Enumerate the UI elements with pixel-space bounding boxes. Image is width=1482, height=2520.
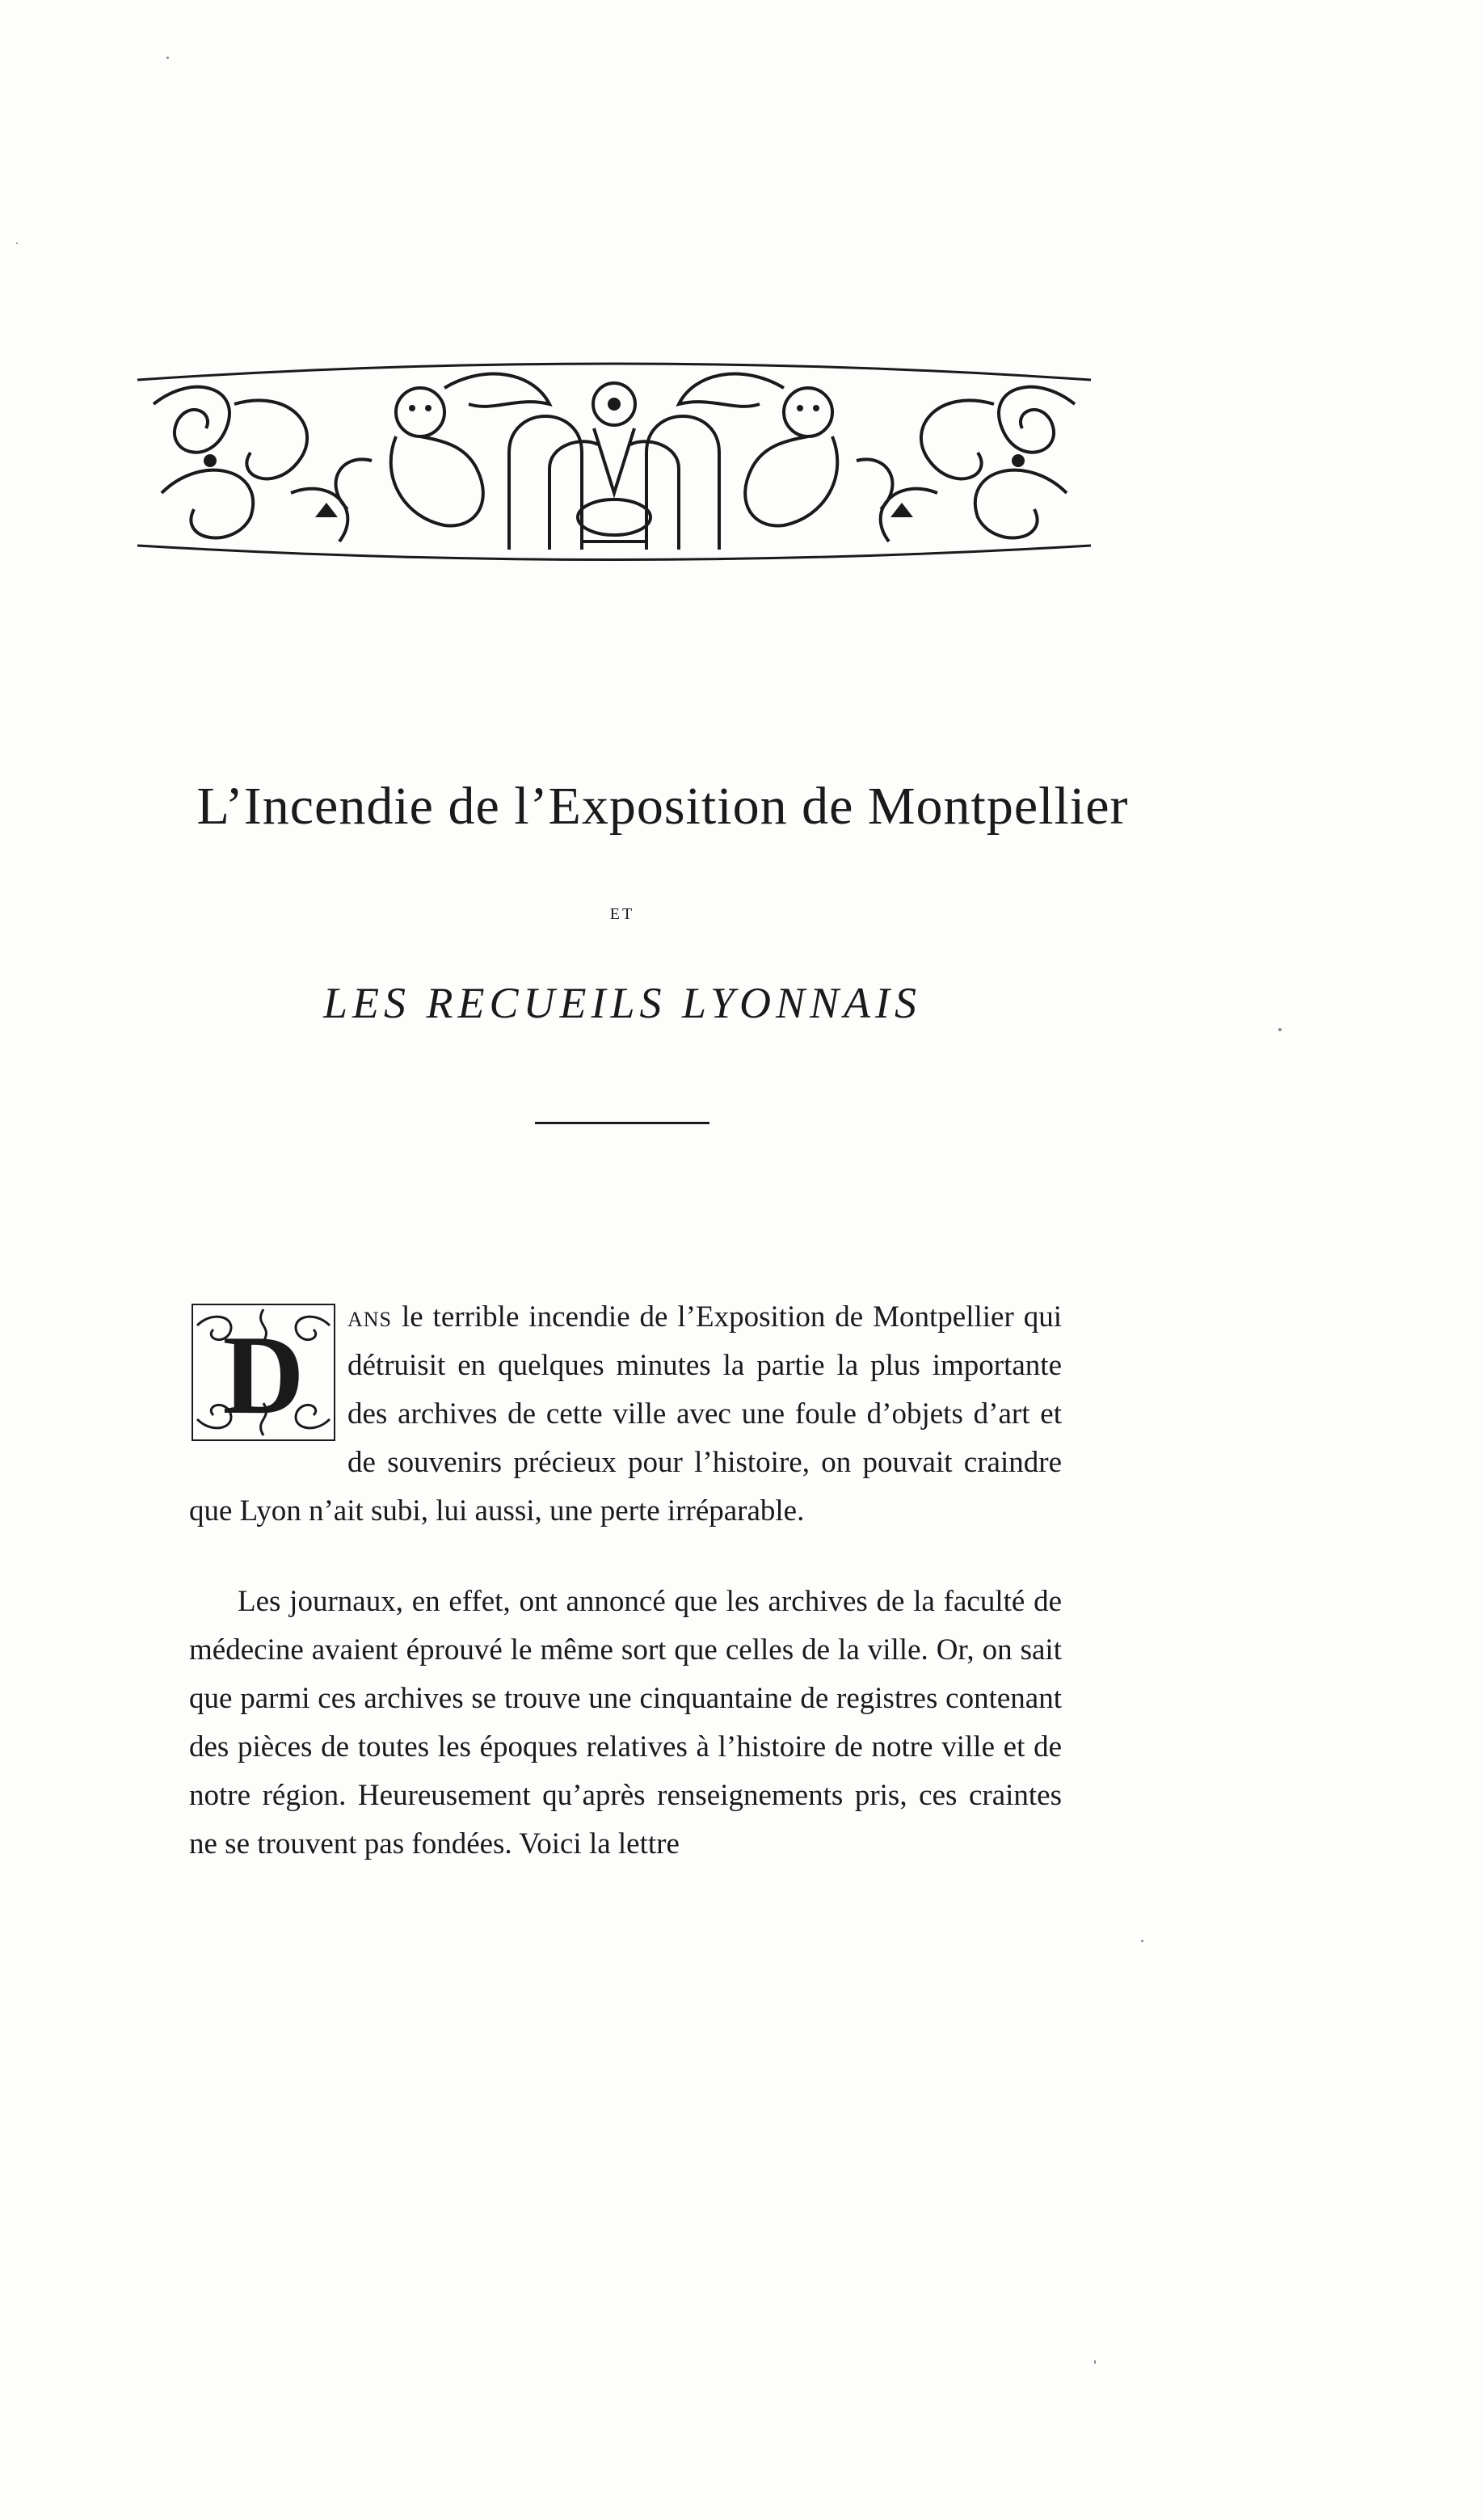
ornate-drop-cap (189, 1301, 338, 1443)
paragraph-1 (189, 1293, 1062, 1536)
chapter-subtitle: LES RECUEILS LYONNAIS (323, 979, 921, 1027)
title-conjunction: ET (609, 905, 635, 923)
drop-cap-letter: D (222, 1313, 305, 1438)
first-word-remainder: ans (347, 1300, 393, 1334)
title-rule-divider (535, 1122, 709, 1124)
decorative-headpiece (129, 356, 1099, 566)
body-text (189, 1293, 1062, 1911)
chapter-title: L’Incendie de l’Exposition de Montpellier (196, 777, 1129, 836)
paragraph-2: Les journaux, en effet, ont annoncé que les archives de la faculté de médecine avaient éprouvé le même sort que celles de la ville. Or, on sait que parmi ces archives se trouve une cinquantaine de registres contenant des pièces de toutes les époques relatives à l’histoire de notre ville et de notre région. Heureusement qu’après renseignements pris, ces craintes ne se trouvent pas fondées. Voici la lettre (189, 1585, 1062, 1861)
paragraph-1-text: le terrible incendie de l’Exposition de Montpellier qui détruisit en quelques minutes la partie la plus importante des archives de cette ville avec une foule d’objets d’art et de souvenirs précieux pour l’histoire, on pouvait craindre que Lyon n’ait subi, lui aussi, une perte irréparable. (189, 1300, 1062, 1528)
